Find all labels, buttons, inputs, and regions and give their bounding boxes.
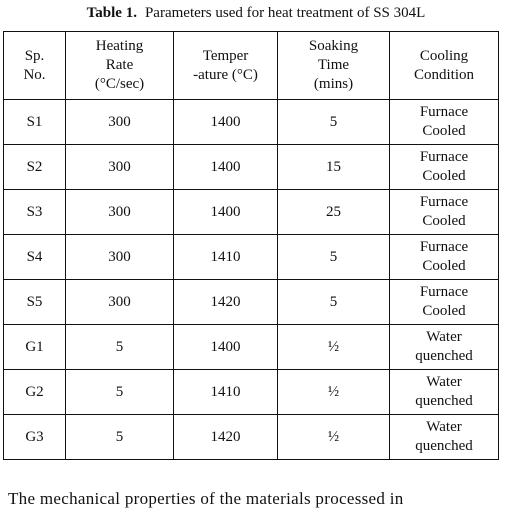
cell-temperature: 1410 (174, 370, 278, 415)
cell-specimen-no: S3 (4, 190, 66, 235)
cell-specimen-no: G2 (4, 370, 66, 415)
cell-temperature: 1400 (174, 145, 278, 190)
cell-cooling-condition: Furnace Cooled (390, 100, 499, 145)
header-soaking-time: Soaking Time (mins) (278, 32, 390, 100)
table-row (4, 370, 499, 415)
cell-temperature: 1400 (174, 190, 278, 235)
table-caption-label: Table 1. (86, 5, 137, 21)
table-caption-text: Parameters used for heat treatment of SS 304L (144, 5, 426, 21)
cell-specimen-no: S1 (4, 100, 66, 145)
cell-specimen-no: S4 (4, 235, 66, 280)
cell-cooling-condition: Furnace Cooled (390, 235, 499, 280)
cell-specimen-no: G3 (4, 415, 66, 460)
cell-cooling-condition: Water quenched (390, 325, 499, 370)
cell-temperature: 1400 (174, 100, 278, 145)
header-cooling-condition: Cooling Condition (390, 32, 499, 100)
cell-temperature: 1410 (174, 235, 278, 280)
cell-cooling-condition: Furnace Cooled (390, 145, 499, 190)
body-paragraph-fragment: The mechanical properties of the materials processed in (8, 489, 404, 508)
cell-cooling-condition: Furnace Cooled (390, 190, 499, 235)
table-row (4, 145, 499, 190)
cell-cooling-condition: Water quenched (390, 415, 499, 460)
parameters-table (3, 31, 499, 460)
cell-heating-rate: 300 (66, 145, 174, 190)
cell-soaking-time: ½ (278, 370, 390, 415)
cell-heating-rate: 300 (66, 190, 174, 235)
table-row (4, 415, 499, 460)
cell-soaking-time: 25 (278, 190, 390, 235)
header-specimen-no: Sp. No. (4, 32, 66, 100)
table-row (4, 190, 499, 235)
cell-heating-rate: 300 (66, 280, 174, 325)
cell-specimen-no: G1 (4, 325, 66, 370)
table-caption (0, 4, 512, 22)
cell-cooling-condition: Water quenched (390, 370, 499, 415)
cell-specimen-no: S5 (4, 280, 66, 325)
table-row (4, 325, 499, 370)
cell-soaking-time: 5 (278, 280, 390, 325)
table-row (4, 100, 499, 145)
cell-heating-rate: 5 (66, 370, 174, 415)
header-temperature: Temper -ature (°C) (174, 32, 278, 100)
table-row (4, 235, 499, 280)
cell-specimen-no: S2 (4, 145, 66, 190)
cell-soaking-time: 5 (278, 100, 390, 145)
cell-cooling-condition: Furnace Cooled (390, 280, 499, 325)
cell-heating-rate: 5 (66, 325, 174, 370)
cell-soaking-time: 15 (278, 145, 390, 190)
cell-soaking-time: ½ (278, 415, 390, 460)
cell-heating-rate: 5 (66, 415, 174, 460)
cell-temperature: 1420 (174, 415, 278, 460)
cell-soaking-time: ½ (278, 325, 390, 370)
cell-heating-rate: 300 (66, 235, 174, 280)
table-row (4, 280, 499, 325)
table-header-row (4, 32, 499, 100)
cell-temperature: 1420 (174, 280, 278, 325)
cell-soaking-time: 5 (278, 235, 390, 280)
cell-heating-rate: 300 (66, 100, 174, 145)
cell-temperature: 1400 (174, 325, 278, 370)
header-heating-rate: Heating Rate (°C/sec) (66, 32, 174, 100)
